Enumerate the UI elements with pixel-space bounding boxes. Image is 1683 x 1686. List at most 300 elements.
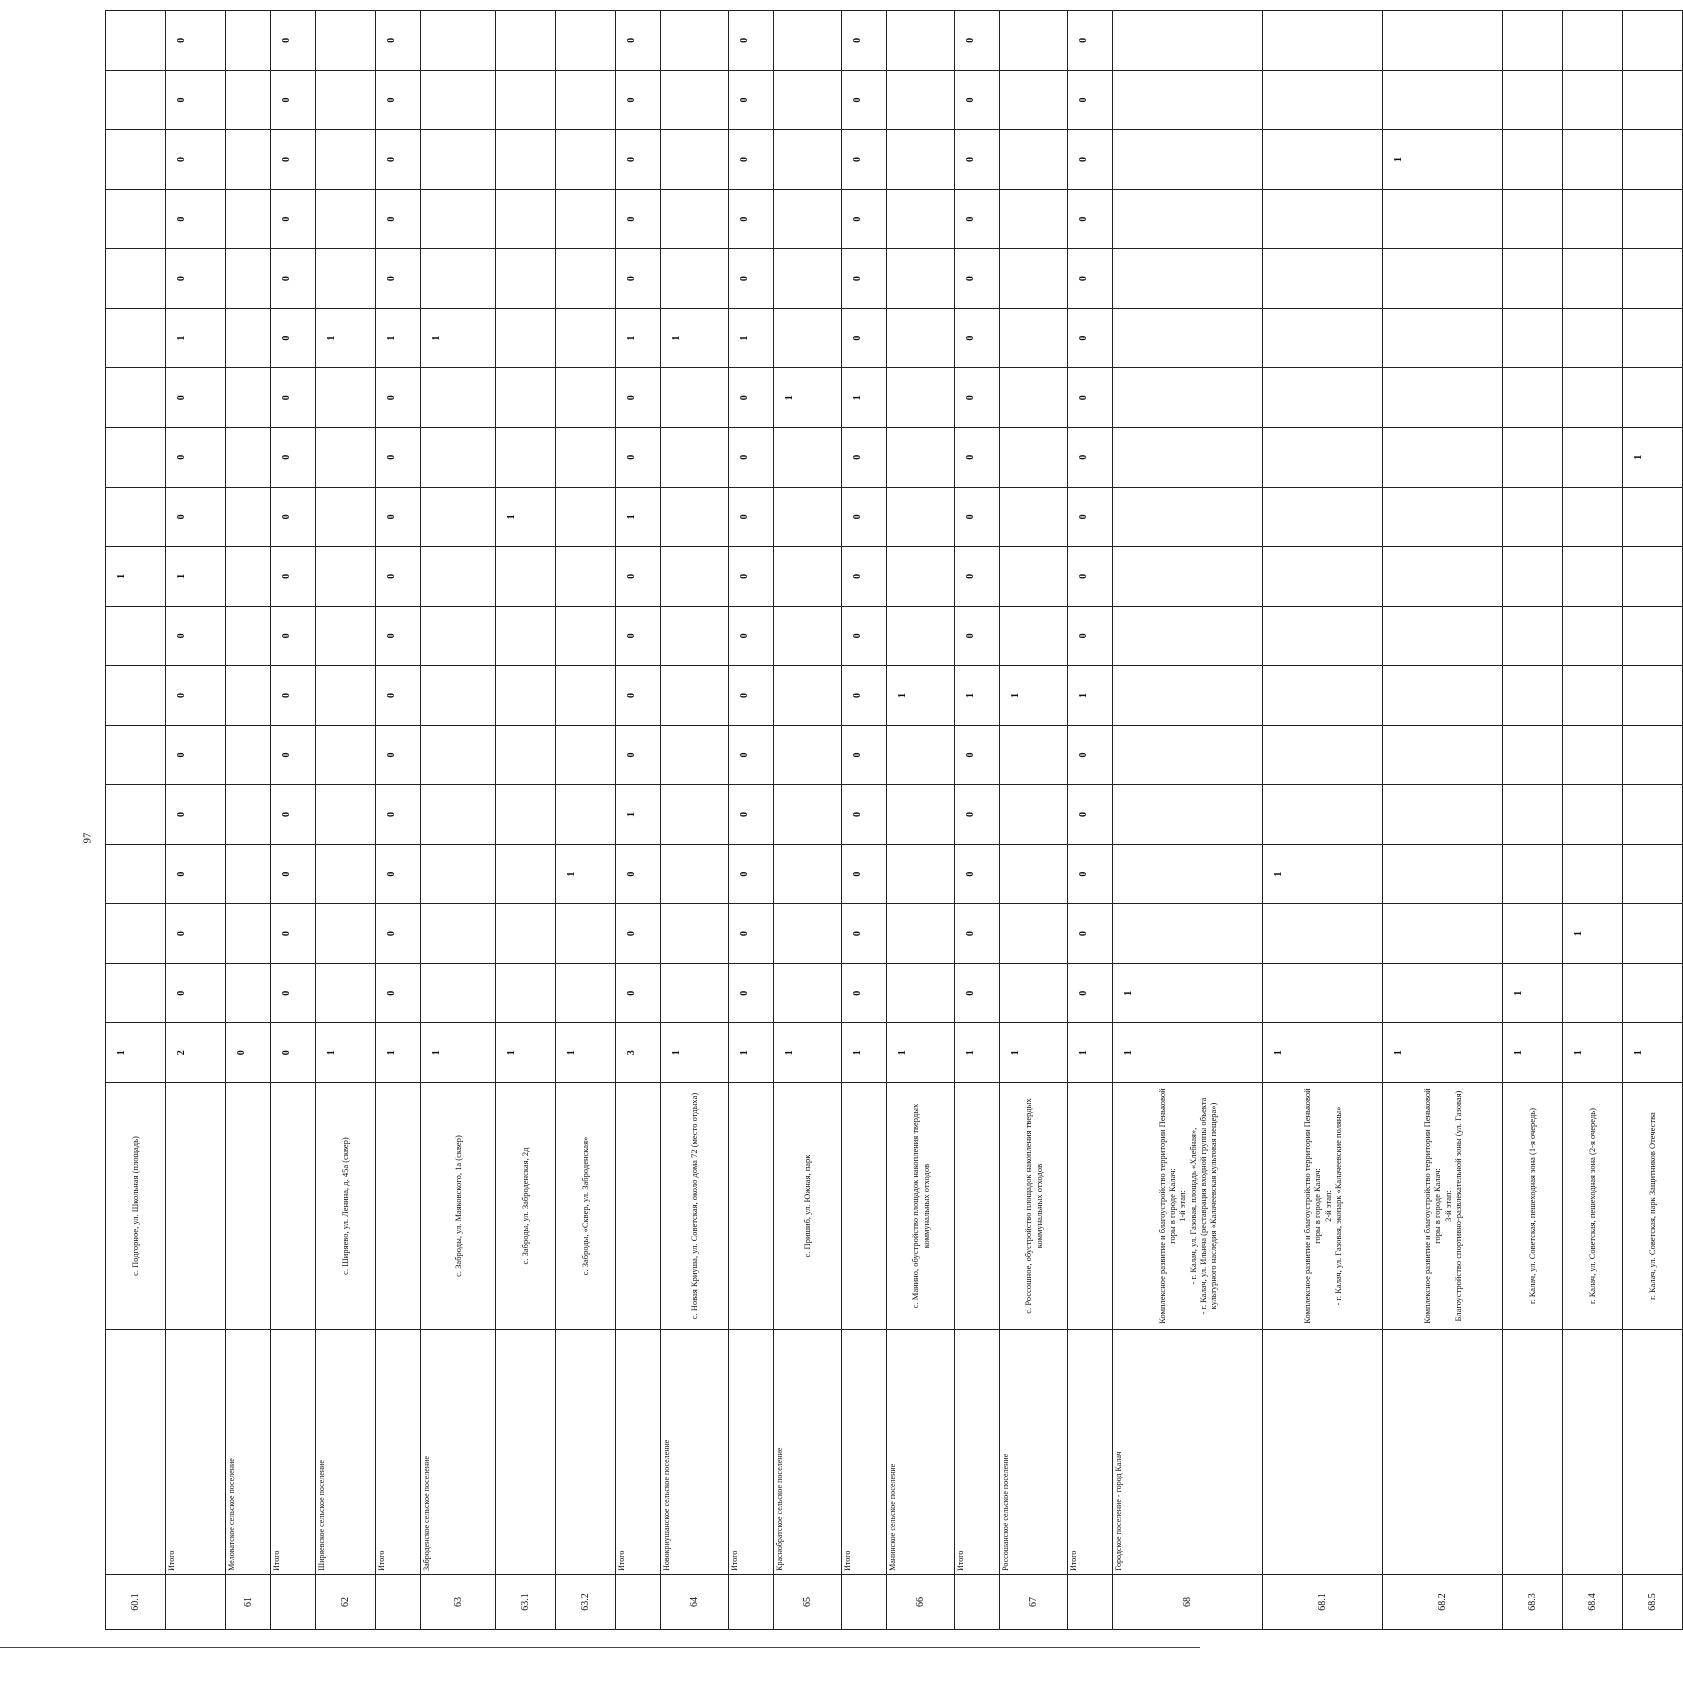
- table-row: [271, 11, 316, 1630]
- value-cell: [1263, 70, 1383, 130]
- value-cell: [316, 547, 376, 607]
- value-cell: 0: [376, 606, 421, 666]
- value-cell: [1263, 666, 1383, 726]
- value-cell: [887, 70, 955, 130]
- value-cell: [316, 249, 376, 309]
- value-cell: [1563, 844, 1623, 904]
- value-cell: 0: [166, 904, 226, 964]
- value-cell: [421, 666, 496, 726]
- value-cell: [226, 547, 271, 607]
- value-cell: [1563, 189, 1623, 249]
- value-cell: [1503, 368, 1563, 428]
- value-cell: [1623, 725, 1683, 785]
- value-cell: [1000, 785, 1068, 845]
- value-cell: 0: [616, 368, 661, 428]
- value-cell: 0: [955, 368, 1000, 428]
- page-number: 97: [81, 832, 94, 844]
- value-cell: [1623, 844, 1683, 904]
- value-cell: [887, 606, 955, 666]
- municipality-cell: Заброденское сельское поселение: [421, 1330, 496, 1575]
- value-cell: [774, 963, 842, 1023]
- value-cell: 0: [271, 368, 316, 428]
- object-text-line: - г. Калач, ул. Газовая, экопарк «Калачеевские поляны»: [1332, 1106, 1343, 1306]
- value-cell: [774, 308, 842, 368]
- value-cell: [1503, 904, 1563, 964]
- value-cell: [1383, 844, 1503, 904]
- value-cell: [1113, 189, 1263, 249]
- municipality-cell: Итого: [271, 1330, 316, 1575]
- value-cell: 0: [842, 904, 887, 964]
- value-cell: 1: [774, 1023, 842, 1083]
- value-cell: [1000, 130, 1068, 190]
- value-cell: 0: [842, 70, 887, 130]
- object-address-cell: [661, 1083, 729, 1330]
- value-cell: [1113, 130, 1263, 190]
- municipality-cell: Новокриушанское сельское поселение: [661, 1330, 729, 1575]
- value-cell: [496, 606, 556, 666]
- value-cell: 0: [729, 249, 774, 309]
- object-address-cell: [1068, 1083, 1113, 1330]
- value-cell: [1383, 189, 1503, 249]
- rotated-table-wrapper: [105, 10, 1658, 1630]
- value-cell: 0: [842, 189, 887, 249]
- value-cell: [1000, 189, 1068, 249]
- value-cell: [1383, 725, 1503, 785]
- row-number: 68.5: [1623, 1574, 1683, 1629]
- table-row: [729, 11, 774, 1630]
- value-cell: 1: [106, 1023, 166, 1083]
- value-cell: [887, 249, 955, 309]
- value-cell: [421, 547, 496, 607]
- municipality-cell: Итого: [955, 1330, 1000, 1575]
- value-cell: [887, 427, 955, 487]
- value-cell: [774, 427, 842, 487]
- value-cell: [1113, 368, 1263, 428]
- value-cell: [496, 70, 556, 130]
- value-cell: [1563, 249, 1623, 309]
- value-cell: [1113, 249, 1263, 309]
- value-cell: [887, 844, 955, 904]
- value-cell: [887, 368, 955, 428]
- table-row: [376, 11, 421, 1630]
- value-cell: [1113, 308, 1263, 368]
- value-cell: 0: [729, 904, 774, 964]
- value-cell: [106, 785, 166, 845]
- row-number: 68: [1113, 1574, 1263, 1629]
- object-address-cell: [376, 1083, 421, 1330]
- value-cell: 0: [729, 487, 774, 547]
- value-cell: [106, 70, 166, 130]
- value-cell: 0: [955, 189, 1000, 249]
- value-cell: 0: [729, 785, 774, 845]
- row-number: [376, 1574, 421, 1629]
- municipality-cell: Итого: [1068, 1330, 1113, 1575]
- value-cell: [1113, 666, 1263, 726]
- value-cell: 0: [955, 904, 1000, 964]
- value-cell: [887, 308, 955, 368]
- value-cell: [496, 308, 556, 368]
- value-cell: [774, 11, 842, 71]
- value-cell: 0: [616, 725, 661, 785]
- value-cell: 3: [616, 1023, 661, 1083]
- value-cell: [1503, 11, 1563, 71]
- value-cell: [496, 904, 556, 964]
- value-cell: 0: [271, 547, 316, 607]
- value-cell: [316, 725, 376, 785]
- value-cell: [1383, 11, 1503, 71]
- value-cell: [556, 130, 616, 190]
- value-cell: [496, 785, 556, 845]
- value-cell: [1000, 368, 1068, 428]
- value-cell: 0: [166, 70, 226, 130]
- value-cell: [1503, 427, 1563, 487]
- value-cell: [421, 11, 496, 71]
- row-number: 63.1: [496, 1574, 556, 1629]
- row-number: 63.2: [556, 1574, 616, 1629]
- table-row: [1383, 11, 1503, 1630]
- object-text-line: - г. Калач, ул. Ильича (реставрация входной группы объекта культурного наследия «Калачеевская культовая пещера»): [1197, 1097, 1218, 1315]
- value-cell: [661, 189, 729, 249]
- value-cell: 0: [376, 427, 421, 487]
- object-text-line: с. Манино, обустройство площадок накопления твердых коммунальных отходов: [910, 1103, 931, 1309]
- value-cell: [1263, 130, 1383, 190]
- value-cell: [1383, 963, 1503, 1023]
- value-cell: 0: [376, 904, 421, 964]
- value-cell: [1623, 249, 1683, 309]
- value-cell: [1383, 904, 1503, 964]
- value-cell: [887, 963, 955, 1023]
- value-cell: [1623, 963, 1683, 1023]
- value-cell: 0: [955, 606, 1000, 666]
- value-cell: 0: [271, 249, 316, 309]
- row-number: [842, 1574, 887, 1629]
- object-address-cell: [1503, 1083, 1563, 1330]
- value-cell: 0: [616, 963, 661, 1023]
- value-cell: [1000, 547, 1068, 607]
- value-cell: [421, 70, 496, 130]
- value-cell: 0: [955, 249, 1000, 309]
- value-cell: [226, 308, 271, 368]
- value-cell: 0: [729, 606, 774, 666]
- row-number: [955, 1574, 1000, 1629]
- value-cell: 0: [166, 666, 226, 726]
- object-address-cell: [616, 1083, 661, 1330]
- value-cell: 1: [1000, 666, 1068, 726]
- value-cell: [556, 249, 616, 309]
- row-number: [271, 1574, 316, 1629]
- value-cell: 0: [166, 844, 226, 904]
- value-cell: 0: [376, 666, 421, 726]
- value-cell: [226, 11, 271, 71]
- row-number: 66: [887, 1574, 955, 1629]
- value-cell: 1: [1068, 666, 1113, 726]
- value-cell: [1623, 308, 1683, 368]
- value-cell: [226, 368, 271, 428]
- object-address-cell: [556, 1083, 616, 1330]
- value-cell: [1503, 725, 1563, 785]
- table-row: [166, 11, 226, 1630]
- value-cell: 0: [729, 70, 774, 130]
- value-cell: 0: [842, 844, 887, 904]
- value-cell: 0: [271, 1023, 316, 1083]
- value-cell: 0: [1068, 70, 1113, 130]
- value-cell: [1263, 189, 1383, 249]
- value-cell: [316, 666, 376, 726]
- object-text-line: г. Калач, ул. Советская, пешеходная зона (2-я очередь): [1587, 1108, 1598, 1305]
- value-cell: 1: [1503, 1023, 1563, 1083]
- value-cell: [226, 725, 271, 785]
- value-cell: 0: [616, 70, 661, 130]
- value-cell: [1263, 904, 1383, 964]
- value-cell: [774, 725, 842, 785]
- value-cell: [1623, 904, 1683, 964]
- value-cell: [1263, 487, 1383, 547]
- value-cell: [421, 963, 496, 1023]
- value-cell: [1563, 368, 1623, 428]
- row-number: 61: [226, 1574, 271, 1629]
- value-cell: 0: [842, 130, 887, 190]
- object-address-cell: [1623, 1083, 1683, 1330]
- value-cell: [226, 427, 271, 487]
- value-cell: [661, 963, 729, 1023]
- object-address-cell: [271, 1083, 316, 1330]
- value-cell: 0: [955, 963, 1000, 1023]
- value-cell: [1503, 308, 1563, 368]
- value-cell: 0: [376, 249, 421, 309]
- municipality-cell: Итого: [616, 1330, 661, 1575]
- value-cell: [1383, 70, 1503, 130]
- value-cell: [1623, 70, 1683, 130]
- value-cell: [1383, 785, 1503, 845]
- table-row: [316, 11, 376, 1630]
- value-cell: [106, 725, 166, 785]
- value-cell: [1503, 606, 1563, 666]
- value-cell: [1000, 963, 1068, 1023]
- value-cell: 0: [271, 189, 316, 249]
- value-cell: [1563, 427, 1623, 487]
- value-cell: [106, 606, 166, 666]
- object-text-line: с. Заброды, «Сквер, ул. Заброденская»: [580, 1136, 591, 1276]
- value-cell: 0: [376, 547, 421, 607]
- object-address-cell: [226, 1083, 271, 1330]
- value-cell: 0: [1068, 904, 1113, 964]
- value-cell: [1503, 130, 1563, 190]
- value-cell: 1: [842, 368, 887, 428]
- value-cell: [1623, 189, 1683, 249]
- value-cell: [774, 785, 842, 845]
- value-cell: 0: [1068, 427, 1113, 487]
- value-cell: 0: [616, 427, 661, 487]
- value-cell: 0: [166, 11, 226, 71]
- object-text-line: 2-й этап:: [1322, 1190, 1333, 1222]
- value-cell: [661, 249, 729, 309]
- object-text-line: с. Подгорное, ул. Школьная (площадь): [130, 1136, 141, 1276]
- value-cell: 0: [271, 785, 316, 845]
- value-cell: 0: [729, 844, 774, 904]
- row-number: 68.1: [1263, 1574, 1383, 1629]
- table-row: [1068, 11, 1113, 1630]
- value-cell: 0: [616, 249, 661, 309]
- value-cell: 0: [616, 130, 661, 190]
- value-cell: [661, 904, 729, 964]
- value-cell: [1000, 70, 1068, 130]
- municipality-cell: Городское поселение - город Калач: [1113, 1330, 1263, 1575]
- value-cell: [774, 904, 842, 964]
- table-row: [1563, 11, 1623, 1630]
- value-cell: 0: [842, 308, 887, 368]
- object-text-line: 3-й этап:: [1442, 1190, 1453, 1222]
- value-cell: [556, 487, 616, 547]
- value-cell: 0: [729, 427, 774, 487]
- table-row: [887, 11, 955, 1630]
- value-cell: 0: [616, 11, 661, 71]
- table-row: [496, 11, 556, 1630]
- value-cell: [1623, 547, 1683, 607]
- value-cell: 0: [729, 368, 774, 428]
- value-cell: [226, 606, 271, 666]
- value-cell: [496, 666, 556, 726]
- value-cell: 1: [661, 308, 729, 368]
- value-cell: 1: [616, 785, 661, 845]
- value-cell: [106, 666, 166, 726]
- row-number: [166, 1574, 226, 1629]
- value-cell: 1: [1623, 1023, 1683, 1083]
- value-cell: 1: [166, 308, 226, 368]
- table-row: [842, 11, 887, 1630]
- value-cell: [1503, 70, 1563, 130]
- value-cell: [1383, 487, 1503, 547]
- value-cell: [661, 606, 729, 666]
- value-cell: [496, 963, 556, 1023]
- object-address-cell: [774, 1083, 842, 1330]
- value-cell: [421, 189, 496, 249]
- table-row: [1623, 11, 1683, 1630]
- value-cell: [496, 11, 556, 71]
- value-cell: [1000, 725, 1068, 785]
- value-cell: 1: [1563, 904, 1623, 964]
- value-cell: 1: [496, 487, 556, 547]
- value-cell: [1000, 11, 1068, 71]
- value-cell: [1263, 547, 1383, 607]
- value-cell: [1623, 785, 1683, 845]
- value-cell: 1: [1383, 1023, 1503, 1083]
- value-cell: [1563, 606, 1623, 666]
- municipality-cell: Россошанское сельское поселение: [1000, 1330, 1068, 1575]
- value-cell: 0: [271, 963, 316, 1023]
- value-cell: 0: [955, 547, 1000, 607]
- value-cell: [661, 427, 729, 487]
- value-cell: [1383, 308, 1503, 368]
- value-cell: [887, 130, 955, 190]
- value-cell: 0: [166, 606, 226, 666]
- table-row: [556, 11, 616, 1630]
- value-cell: [1113, 785, 1263, 845]
- improvement-objects-table: [105, 10, 1683, 1630]
- object-text-line: г. Калач, ул. Советская, пешеходная зона (1-я очередь): [1527, 1108, 1538, 1305]
- municipality-cell: [556, 1330, 616, 1575]
- municipality-cell: [1263, 1330, 1383, 1575]
- object-address-cell: [1000, 1083, 1068, 1330]
- value-cell: 0: [166, 427, 226, 487]
- value-cell: [1263, 785, 1383, 845]
- table-row: [616, 11, 661, 1630]
- value-cell: [1383, 606, 1503, 666]
- value-cell: [496, 368, 556, 428]
- value-cell: 1: [661, 1023, 729, 1083]
- value-cell: 1: [887, 666, 955, 726]
- value-cell: [106, 844, 166, 904]
- value-cell: [1503, 249, 1563, 309]
- value-cell: [1623, 487, 1683, 547]
- value-cell: [421, 606, 496, 666]
- value-cell: [316, 130, 376, 190]
- value-cell: 0: [616, 189, 661, 249]
- value-cell: 1: [106, 547, 166, 607]
- value-cell: 0: [616, 666, 661, 726]
- value-cell: [421, 904, 496, 964]
- value-cell: 0: [271, 308, 316, 368]
- value-cell: [556, 606, 616, 666]
- row-number: 60.1: [106, 1574, 166, 1629]
- value-cell: [661, 11, 729, 71]
- value-cell: [1263, 606, 1383, 666]
- value-cell: [496, 725, 556, 785]
- table-row: [226, 11, 271, 1630]
- value-cell: 0: [955, 11, 1000, 71]
- value-cell: [1383, 249, 1503, 309]
- value-cell: 1: [421, 1023, 496, 1083]
- value-cell: [496, 130, 556, 190]
- value-cell: 0: [376, 70, 421, 130]
- value-cell: 0: [842, 547, 887, 607]
- bottom-rule: [0, 1647, 1200, 1648]
- value-cell: 1: [955, 666, 1000, 726]
- value-cell: [106, 189, 166, 249]
- value-cell: [316, 963, 376, 1023]
- value-cell: [421, 725, 496, 785]
- value-cell: [316, 844, 376, 904]
- value-cell: [1000, 606, 1068, 666]
- value-cell: [1113, 844, 1263, 904]
- value-cell: [1263, 725, 1383, 785]
- value-cell: 1: [421, 308, 496, 368]
- value-cell: [226, 666, 271, 726]
- value-cell: 1: [496, 1023, 556, 1083]
- value-cell: [887, 547, 955, 607]
- value-cell: 0: [271, 11, 316, 71]
- value-cell: [1263, 963, 1383, 1023]
- value-cell: [1113, 606, 1263, 666]
- value-cell: 0: [226, 1023, 271, 1083]
- value-cell: [316, 904, 376, 964]
- value-cell: 1: [1113, 1023, 1263, 1083]
- municipality-cell: Меловатское сельское поселение: [226, 1330, 271, 1575]
- value-cell: 0: [842, 785, 887, 845]
- value-cell: [661, 844, 729, 904]
- value-cell: [1503, 547, 1563, 607]
- value-cell: [1503, 189, 1563, 249]
- table-row: [1263, 11, 1383, 1630]
- value-cell: [1113, 904, 1263, 964]
- object-text-line: с. Заброды, ул. Заброденская, 2д: [520, 1147, 531, 1265]
- value-cell: [774, 249, 842, 309]
- value-cell: [1623, 368, 1683, 428]
- value-cell: [226, 904, 271, 964]
- value-cell: [1503, 844, 1563, 904]
- value-cell: 0: [376, 130, 421, 190]
- value-cell: [226, 130, 271, 190]
- value-cell: 0: [376, 487, 421, 547]
